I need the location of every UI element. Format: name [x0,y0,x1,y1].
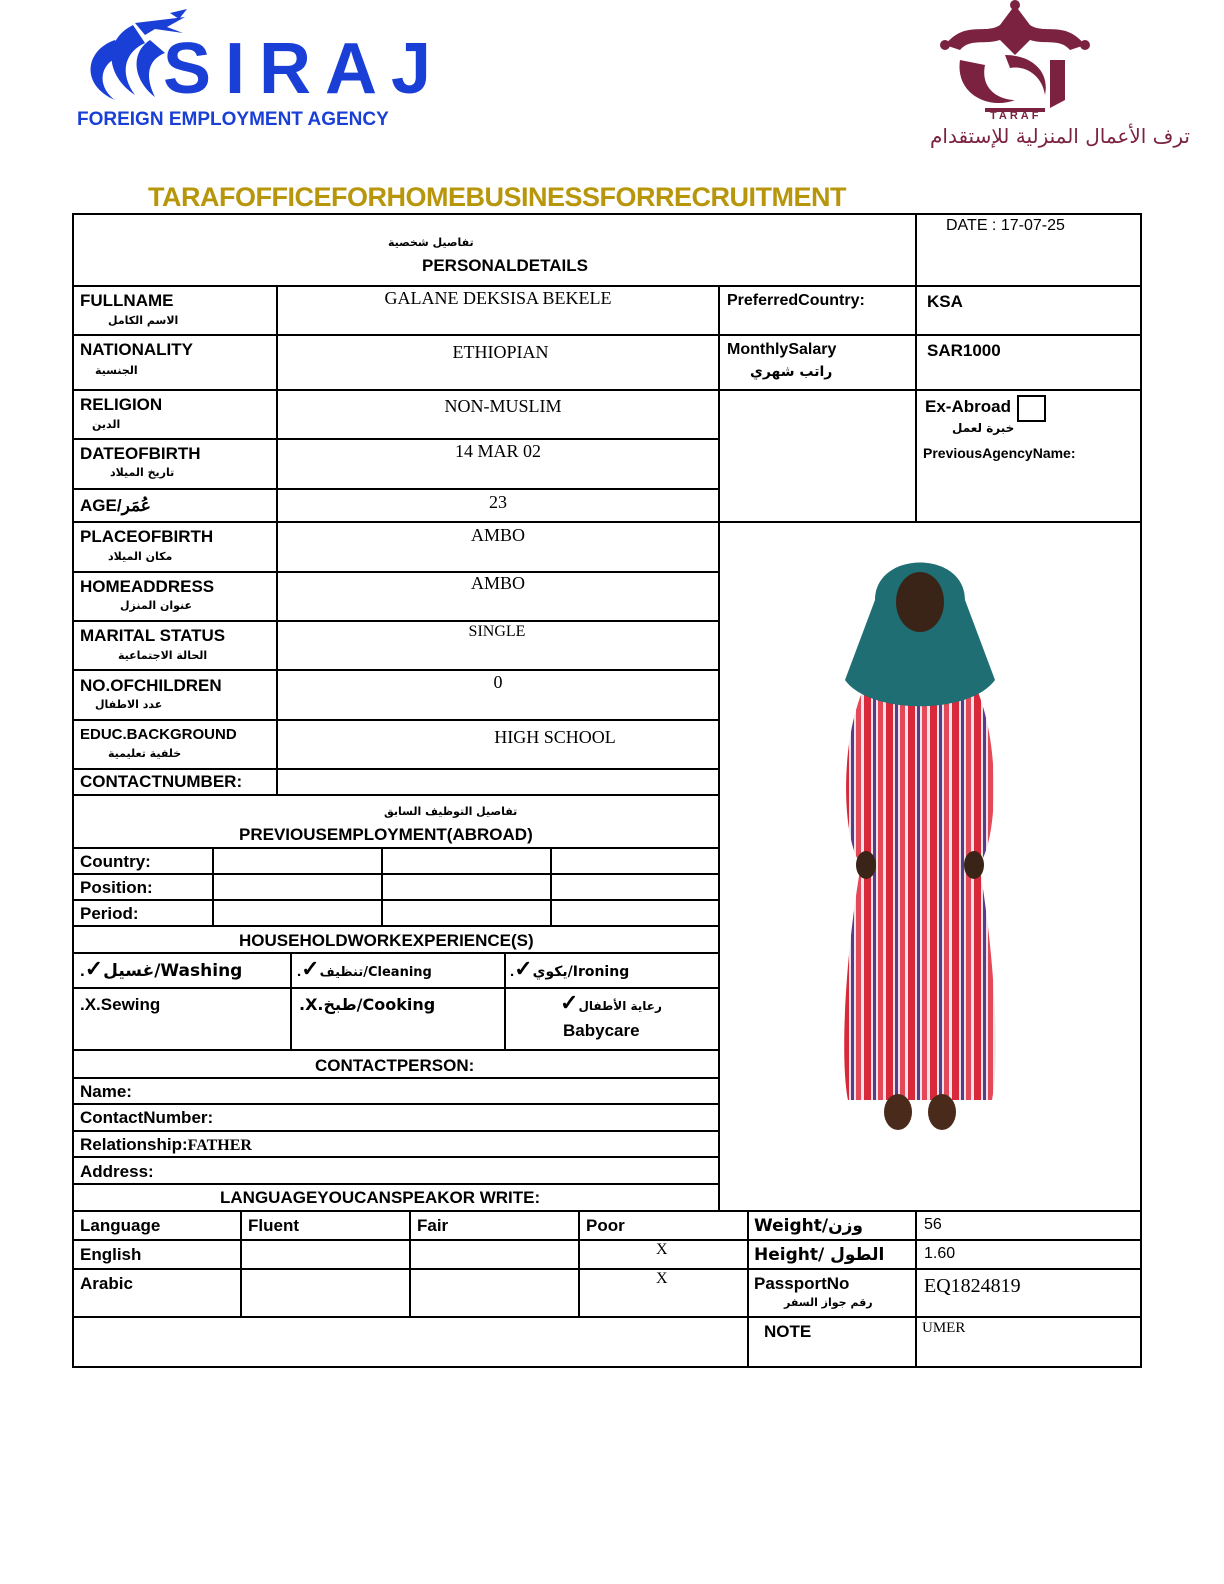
lang-header-language: Language [80,1216,161,1235]
height-value: 1.60 [924,1245,956,1262]
lang-name: Arabic [80,1274,133,1293]
siraj-logo [75,5,446,130]
field-label: AGE/عُمَر [80,496,151,515]
lang-header-fair: Fair [417,1216,449,1235]
field-label-arabic: تاريخ الميلاد [110,466,175,479]
field-label-arabic: خلفية تعليمية [108,747,182,760]
field-label-arabic: الدين [92,418,121,431]
contact-name-label: Name: [80,1082,132,1101]
relationship-row: Relationship:FATHER [80,1135,252,1154]
lang-header-fluent: Fluent [248,1216,299,1235]
babycare-label: Babycare [563,1021,640,1040]
prev-country-label: Country: [80,852,151,871]
language-heading: LANGUAGEYOUCANSPEAKOR WRITE: [220,1188,541,1207]
page-title: TARAFOFFICEFORHOMEBUSINESSFORRECRUITMENT [148,182,846,212]
field-value: 14 MAR 02 [454,441,541,461]
field-value: AMBO [470,573,525,593]
cleaning-item: .✓تنظيف/Cleaning [297,956,432,981]
personal-details-arabic: تفاصيل شخصية [388,236,474,249]
field-label: DATEOFBIRTH [80,444,201,463]
passport-label: PassportNo [754,1274,850,1293]
prev-employment-arabic: تفاصيل التوظيف السابق [384,805,518,818]
passport-value: EQ1824819 [924,1275,1021,1297]
note-label: NOTE [764,1322,812,1341]
ex-abroad-label: Ex-Abroad [925,397,1011,416]
candidate-photo [820,540,1020,1150]
prev-period-label: Period: [80,904,139,923]
monthly-salary-arabic: راتب شهري [750,364,833,380]
field-label-arabic: الاسم الكامل [108,314,179,327]
height-label: Height/ الطول [754,1245,885,1265]
check-icon: ✓ [560,990,579,1015]
taraf-arabic-name: ترف الأعمال المنزلية للإستقدام [930,124,1190,148]
date-label: DATE : 17-07-25 [946,217,1065,234]
lang-poor-mark: X [656,1270,668,1287]
weight-label: Weight/وزن [754,1216,863,1236]
monthly-salary-value: SAR1000 [927,341,1001,360]
field-label: PLACEOFBIRTH [80,527,214,546]
relationship-value: FATHER [187,1137,252,1154]
ironing-item: .✓يكوي/Ironing [510,956,630,981]
monthly-salary-label: MonthlySalary [727,341,837,358]
field-value: ETHIOPIAN [452,342,549,362]
field-value: 23 [489,492,507,512]
field-label: NO.OFCHILDREN [80,676,222,695]
lang-name: English [80,1245,142,1264]
check-icon: ✓ [84,956,104,981]
field-value: HIGH SCHOOL [494,727,616,747]
taraf-logo [830,0,1200,160]
field-label: RELIGION [80,395,163,414]
cooking-item: .X.طبخ/Cooking [299,995,436,1014]
personal-details-heading: PERSONALDETAILS [422,256,588,275]
person-figure-icon [820,540,1020,1150]
check-icon: ✓ [514,956,533,981]
field-label: NATIONALITY [80,340,194,359]
note-value: UMER [922,1320,966,1336]
taraf-wordmark: TARAF [990,110,1042,122]
field-label: FULLNAME [80,291,174,310]
field-label-arabic: عدد الاطفال [95,698,163,711]
siraj-tagline: FOREIGN EMPLOYMENT AGENCY [77,109,389,130]
contact-address-label: Address: [80,1162,154,1181]
preferred-country-label: PreferredCountry: [727,292,865,309]
field-value: GALANE DEKSISA BEKELE [384,288,612,308]
field-label-arabic: عنوان المنزل [120,599,193,612]
crown-icon [930,0,1100,120]
weight-value: 56 [924,1216,942,1233]
sewing-item: .X.Sewing [80,995,161,1014]
field-value: AMBO [470,525,525,545]
lang-poor-mark: X [656,1241,668,1258]
household-heading: HOUSEHOLDWORKEXPERIENCE(S) [239,931,534,950]
field-label: EDUC.BACKGROUND [80,726,237,743]
passport-arabic: رقم جواز السفر [784,1296,873,1309]
ex-abroad-checkbox[interactable] [1017,395,1046,422]
check-icon: ✓ [301,956,320,981]
field-label: HOMEADDRESS [80,577,215,596]
field-label-arabic: مكان الميلاد [108,550,173,563]
field-label: MARITAL STATUS [80,626,226,645]
babycare-item: ✓رعاية الأطفال [560,990,662,1015]
field-label-arabic: الجنسية [95,364,138,377]
contact-person-heading: CONTACTPERSON: [315,1056,475,1075]
lang-header-poor: Poor [586,1216,625,1235]
siraj-wordmark: SIRAJ [163,29,446,109]
field-value: SINGLE [468,623,526,640]
prev-employment-heading: PREVIOUSEMPLOYMENT(ABROAD) [239,825,533,844]
field-label: CONTACTNUMBER: [80,772,243,791]
field-value: NON-MUSLIM [444,396,562,416]
field-value: 0 [493,672,503,692]
previous-agency-label: PreviousAgencyName: [923,445,1076,461]
preferred-country-value: KSA [927,292,963,311]
contact-number-label: ContactNumber: [80,1108,214,1127]
field-label-arabic: الحالة الاجتماعية [118,649,208,662]
prev-position-label: Position: [80,878,153,897]
washing-item: .✓غسيل/Washing [80,956,243,981]
ex-abroad-arabic: خبرة لعمل [952,421,1015,435]
